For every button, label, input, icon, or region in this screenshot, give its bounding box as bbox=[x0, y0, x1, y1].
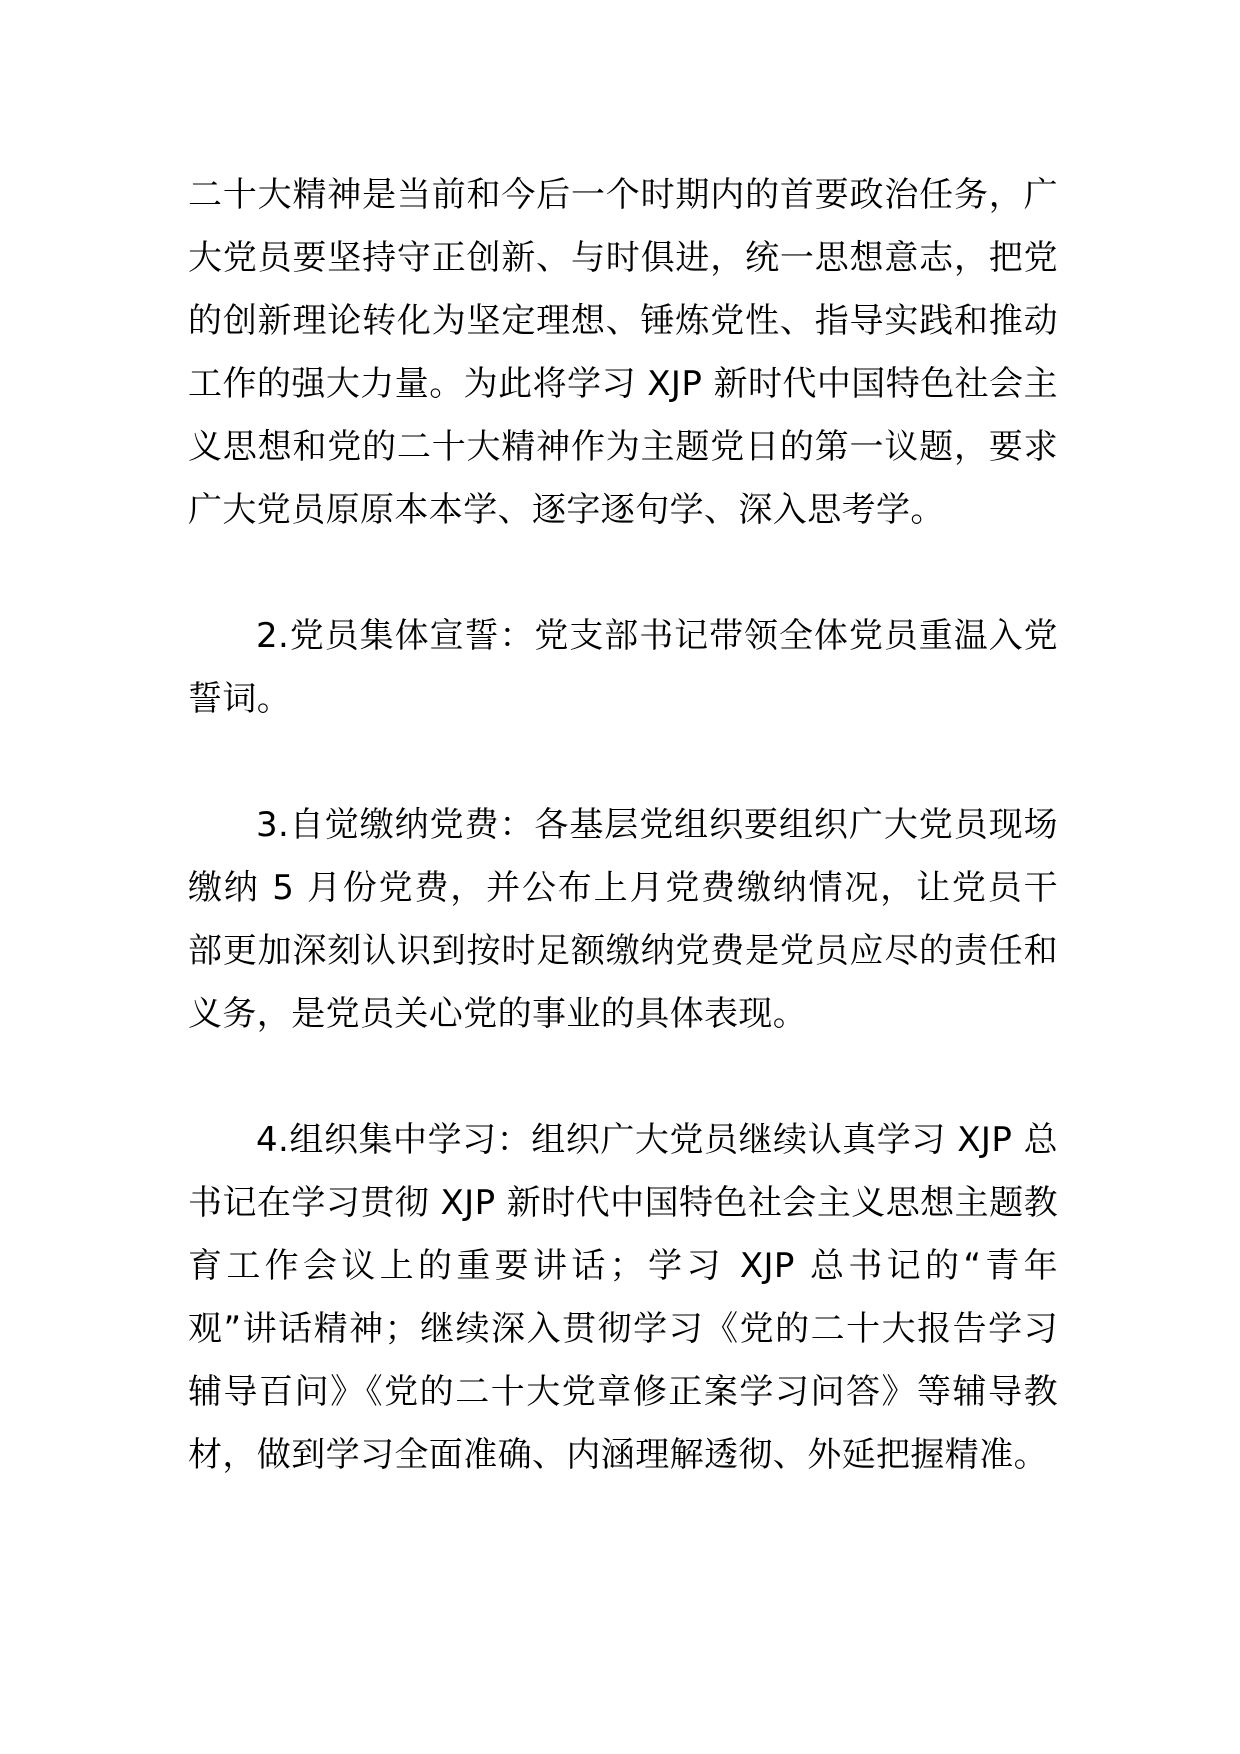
document-body bbox=[188, 164, 1058, 1487]
paragraph-item-2-oath: 2.党员集体宣誓：党支部书记带领全体党员重温入党誓词。 bbox=[188, 616, 1058, 719]
paragraph-item-3-dues: 3.自觉缴纳党费：各基层党组织要组织广大党员现场缴纳 5 月份党费，并公布上月党费缴纳情况，让党员干部更加深刻认识到按时足额缴纳党费是党员应尽的责任和义务，是党员关心党的事业的具体表现。 bbox=[188, 805, 1058, 1034]
paragraph-item-4-study: 4.组织集中学习：组织广大党员继续认真学习 XJP 总书记在学习贯彻 XJP 新时代中国特色社会主义思想主题教育工作会议上的重要讲话；学习 XJP 总书记的“青年观”讲话精神；继续深入贯彻学习《党的二十大报告学习辅导百问》《党的二十大党章修正案学习问答》等辅导教材，做到学习全面准确、内涵理解透彻、外延把握精准。 bbox=[188, 1120, 1058, 1475]
paragraph-continuation: 二十大精神是当前和今后一个时期内的首要政治任务，广大党员要坚持守正创新、与时俱进，统一思想意志，把党的创新理论转化为坚定理想、锤炼党性、指导实践和推动工作的强大力量。为此将学习 XJP 新时代中国特色社会主义思想和党的二十大精神作为主题党日的第一议题，要求广大党员原原本本学、逐字逐句学、深入思考学。 bbox=[188, 175, 1058, 530]
